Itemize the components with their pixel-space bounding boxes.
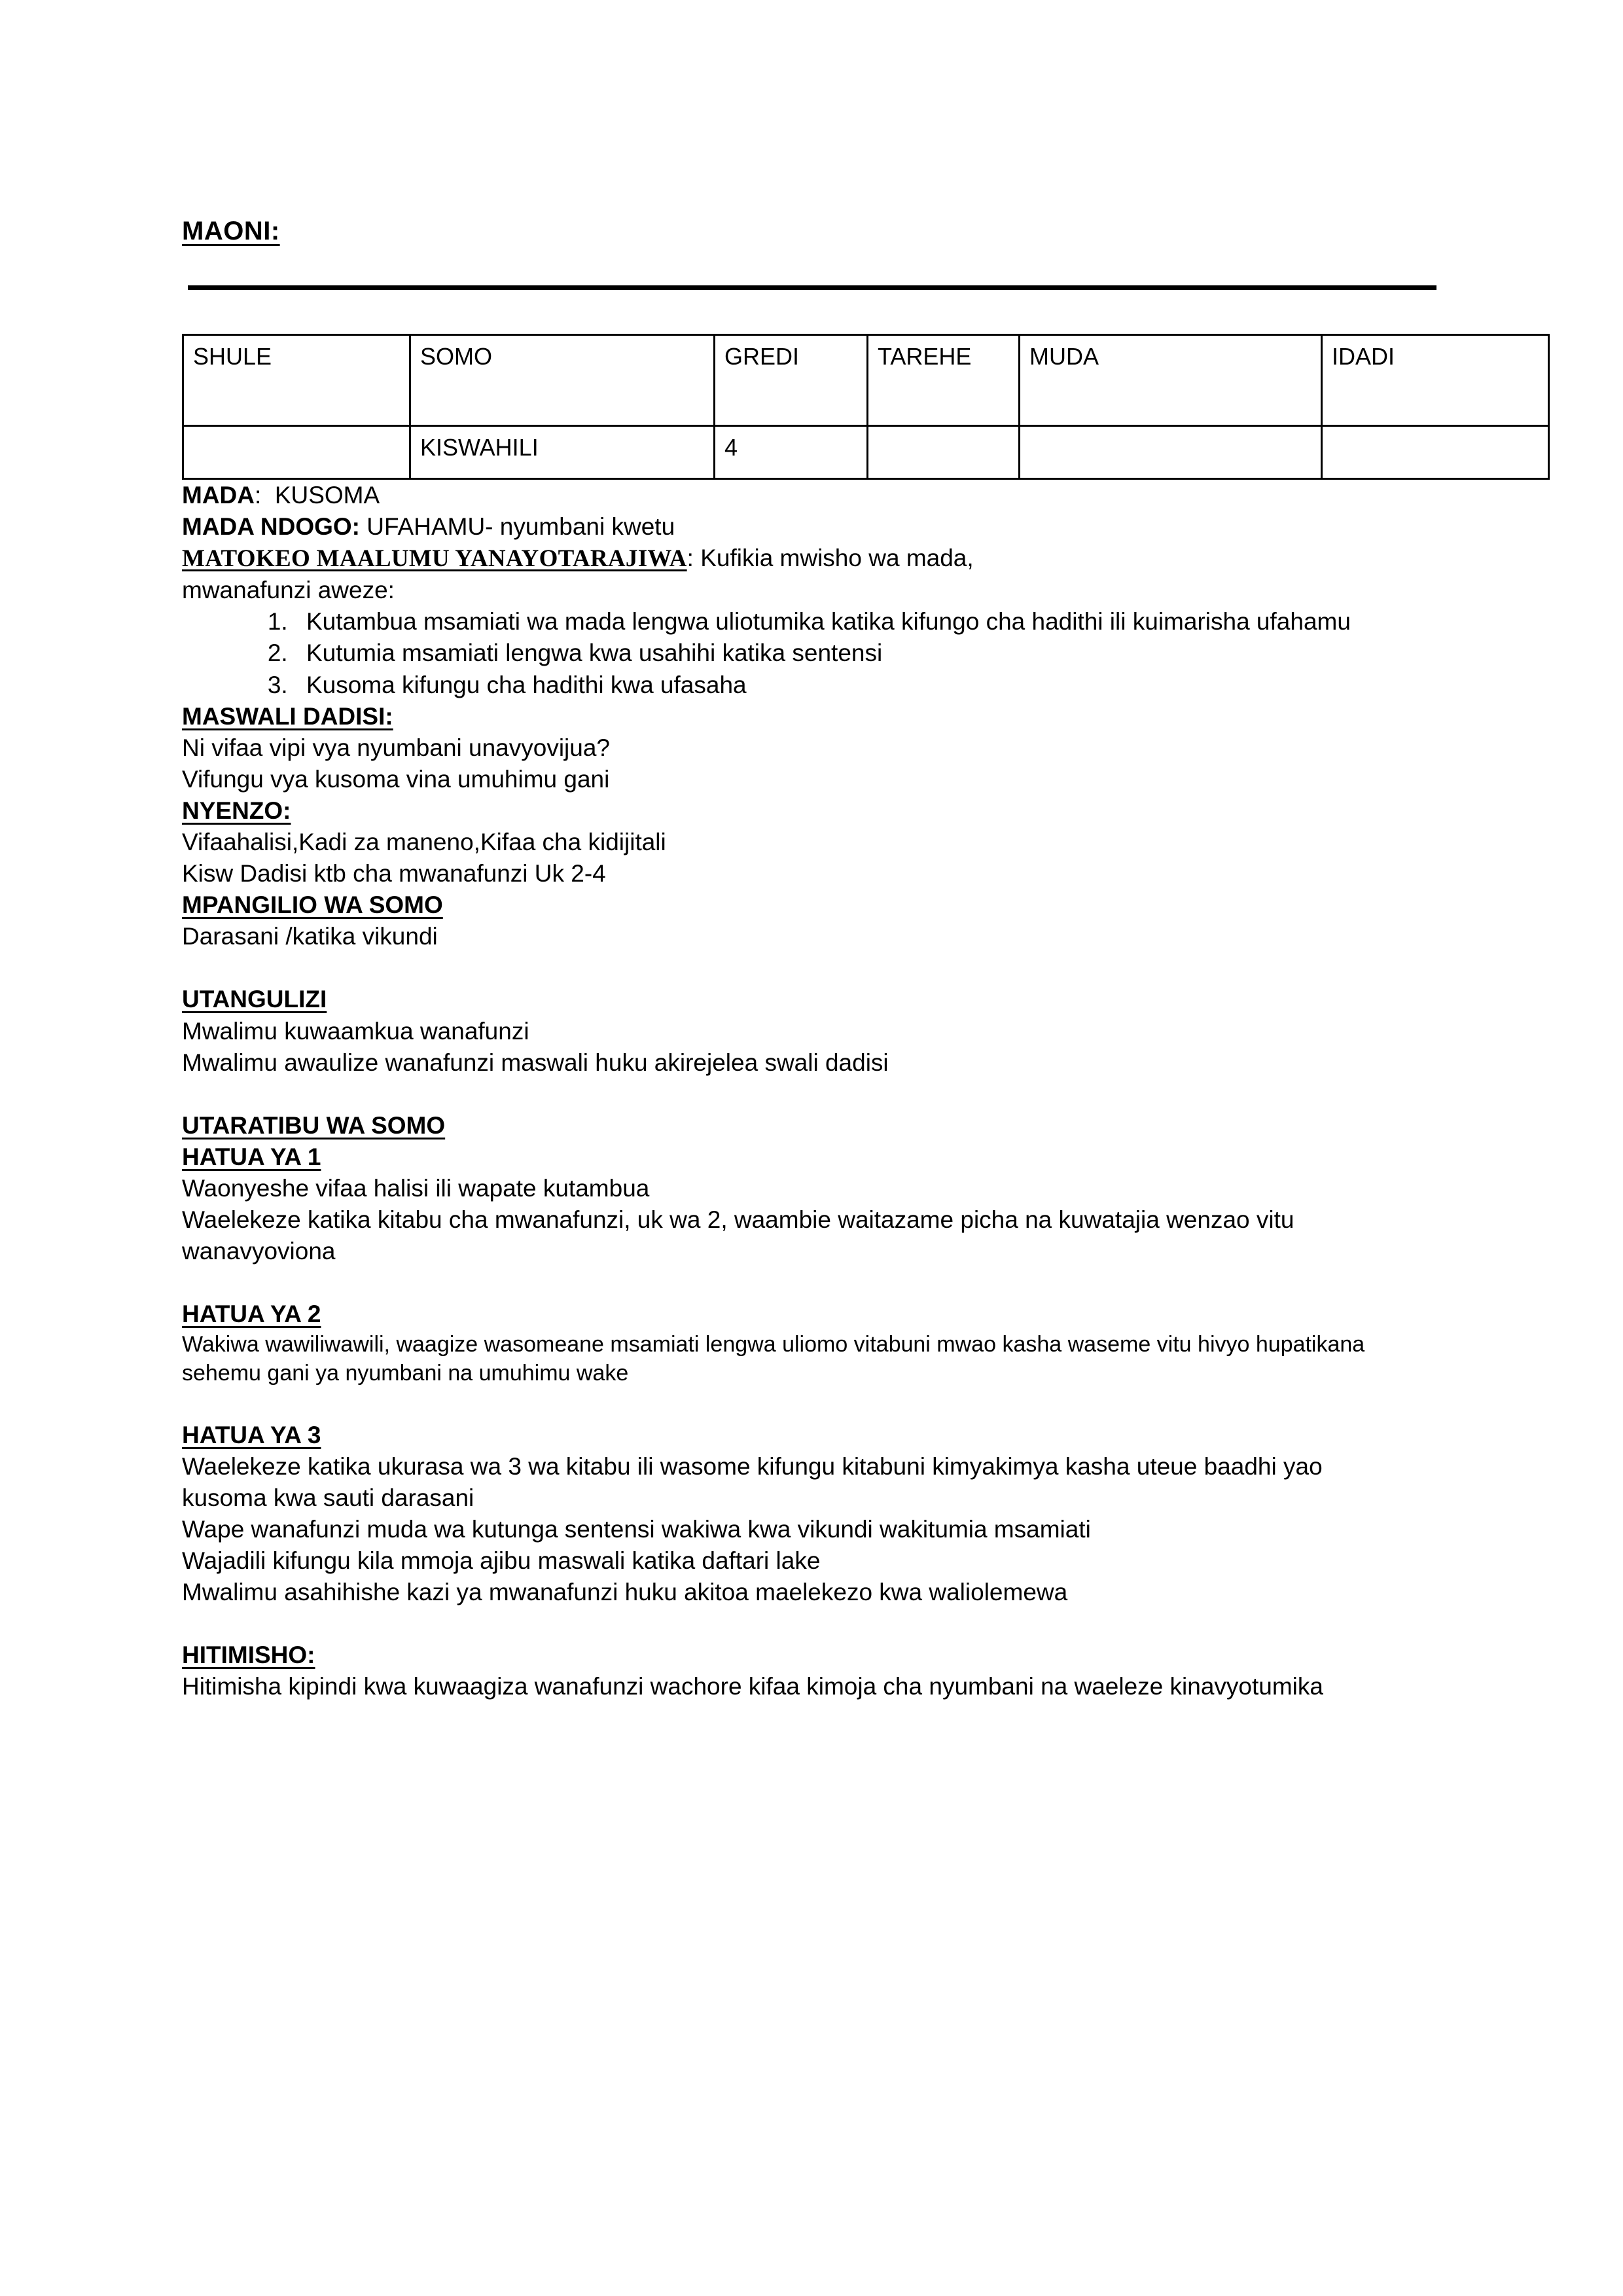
field-mada-ndogo-label: MADA NDOGO: bbox=[182, 513, 360, 541]
hitimisho-line-1: Hitimisha kipindi kwa kuwaagiza wanafunzi wachore kifaa kimoja cha nyumbani na waeleze kinavyotumika bbox=[182, 1673, 1323, 1700]
field-mada-value: KUSOMA bbox=[274, 482, 380, 509]
spacer bbox=[182, 952, 1442, 984]
field-matokeo-label: MATOKEO MAALUMU YANAYOTARAJIWA bbox=[182, 545, 687, 573]
field-mada-ndogo-value: UFAHAMU- nyumbani kwetu bbox=[360, 513, 675, 541]
utangulizi-line-1: Mwalimu kuwaamkua wanafunzi bbox=[182, 1017, 529, 1045]
table-cell-muda bbox=[1020, 426, 1322, 479]
section-nyenzo-header bbox=[182, 795, 1442, 827]
table-cell-gredi: 4 bbox=[715, 426, 868, 479]
section-heading-hatua-1: HATUA YA 1 bbox=[182, 1143, 321, 1170]
hatua3-line-4: Mwalimu asahihishe kazi ya mwanafunzi huku akitoa maelekezo kwa waliolemewa bbox=[182, 1579, 1068, 1606]
section-hatua2-header bbox=[182, 1299, 1442, 1330]
table-row bbox=[183, 426, 1549, 479]
section-heading-maswali-dadisi: MASWALI DADISI: bbox=[182, 702, 393, 730]
field-mada bbox=[182, 480, 1442, 511]
list-item: 3. Kusoma kifungu cha hadithi kwa ufasaha bbox=[294, 670, 1419, 701]
table-header-idadi: IDADI bbox=[1322, 335, 1549, 426]
hatua1-line-2: Waelekeze katika kitabu cha mwanafunzi, uk wa 2, waambie waitazame picha na kuwatajia wenzao vitu wanavyoviona bbox=[182, 1206, 1294, 1265]
field-mada-ndogo bbox=[182, 511, 1442, 543]
hatua3-line-2: Wape wanafunzi muda wa kutunga sentensi wakiwa kwa vikundi wakitumia msamiati bbox=[182, 1515, 1091, 1543]
section-heading-hatua-3: HATUA YA 3 bbox=[182, 1421, 321, 1448]
hatua3-line-1: Waelekeze katika ukurasa wa 3 wa kitabu ili wasome kifungu kitabuni kimyakimya kasha uteue baadhi yao kusoma kwa sauti darasani bbox=[182, 1452, 1323, 1511]
table-cell-idadi bbox=[1322, 426, 1549, 479]
section-heading-nyenzo: NYENZO: bbox=[182, 797, 291, 824]
nyenzo-line-1: Vifaahalisi,Kadi za maneno,Kifaa cha kidijitali bbox=[182, 829, 666, 856]
table-header-gredi: GREDI bbox=[715, 335, 868, 426]
hatua2-line-1: Wakiwa wawiliwawili, waagize wasomeane msamiati lengwa uliomo vitabuni mwao kasha waseme vitu hivyo hupatikana sehemu gani ya nyumbani na umuhimu wake bbox=[182, 1332, 1365, 1386]
list-item: 2. Kutumia msamiati lengwa kwa usahihi katika sentensi bbox=[294, 637, 1419, 669]
objectives-list bbox=[182, 606, 1442, 700]
section-heading-utangulizi: UTANGULIZI bbox=[182, 986, 327, 1013]
field-mada-separator: : bbox=[254, 482, 275, 509]
lesson-info-table bbox=[182, 334, 1550, 480]
section-hatua1-header bbox=[182, 1141, 1442, 1173]
table-header-shule: SHULE bbox=[183, 335, 410, 426]
utangulizi-line-2: Mwalimu awaulize wanafunzi maswali huku akirejelea swali dadisi bbox=[182, 1049, 889, 1076]
table-cell-somo: KISWAHILI bbox=[410, 426, 715, 479]
spacer bbox=[182, 1608, 1442, 1640]
table-header-muda: MUDA bbox=[1020, 335, 1322, 426]
field-mada-label: MADA bbox=[182, 482, 255, 509]
section-mpangilio-header bbox=[182, 889, 1442, 921]
section-hitimisho-header bbox=[182, 1640, 1442, 1671]
section-heading-hatua-2: HATUA YA 2 bbox=[182, 1300, 321, 1328]
field-matokeo-value: : Kufikia mwisho wa mada, bbox=[687, 545, 974, 572]
spacer bbox=[182, 1267, 1442, 1299]
mpangilio-line-1: Darasani /katika vikundi bbox=[182, 923, 438, 950]
section-maswali-dadisi-header bbox=[182, 701, 1442, 732]
spacer bbox=[182, 1388, 1442, 1420]
list-item: 1. Kutambua msamiati wa mada lengwa uliotumika katika kifungo cha hadithi ili kuimarisha ufahamu bbox=[294, 606, 1419, 637]
document-content bbox=[182, 216, 1442, 1702]
page-title: MAONI: bbox=[182, 217, 280, 245]
table-header-somo: SOMO bbox=[410, 335, 715, 426]
maswali-dadisi-line-1: Ni vifaa vipi vya nyumbani unavyovijua? bbox=[182, 734, 611, 761]
table-cell-tarehe bbox=[868, 426, 1020, 479]
section-heading-hitimisho: HITIMISHO: bbox=[182, 1641, 315, 1669]
maswali-dadisi-line-2: Vifungu vya kusoma vina umuhimu gani bbox=[182, 765, 610, 793]
section-utaratibu-header bbox=[182, 1110, 1442, 1141]
table-header-row bbox=[183, 335, 1549, 426]
hatua1-line-1: Waonyeshe vifaa halisi ili wapate kutambua bbox=[182, 1174, 650, 1202]
nyenzo-line-2: Kisw Dadisi ktb cha mwanafunzi Uk 2-4 bbox=[182, 860, 606, 888]
section-heading-mpangilio: MPANGILIO WA SOMO bbox=[182, 891, 443, 919]
table-header-tarehe: TAREHE bbox=[868, 335, 1020, 426]
field-matokeo-value-line2: mwanafunzi aweze: bbox=[182, 577, 395, 604]
table-cell-shule bbox=[183, 426, 410, 479]
section-utangulizi-header bbox=[182, 984, 1442, 1015]
section-hatua3-header bbox=[182, 1420, 1442, 1451]
hatua3-line-3: Wajadili kifungu kila mmoja ajibu maswali katika daftari lake bbox=[182, 1547, 821, 1574]
spacer bbox=[182, 1079, 1442, 1110]
field-matokeo bbox=[182, 543, 1412, 606]
section-heading-utaratibu: UTARATIBU WA SOMO bbox=[182, 1111, 446, 1139]
title-divider bbox=[188, 285, 1436, 290]
